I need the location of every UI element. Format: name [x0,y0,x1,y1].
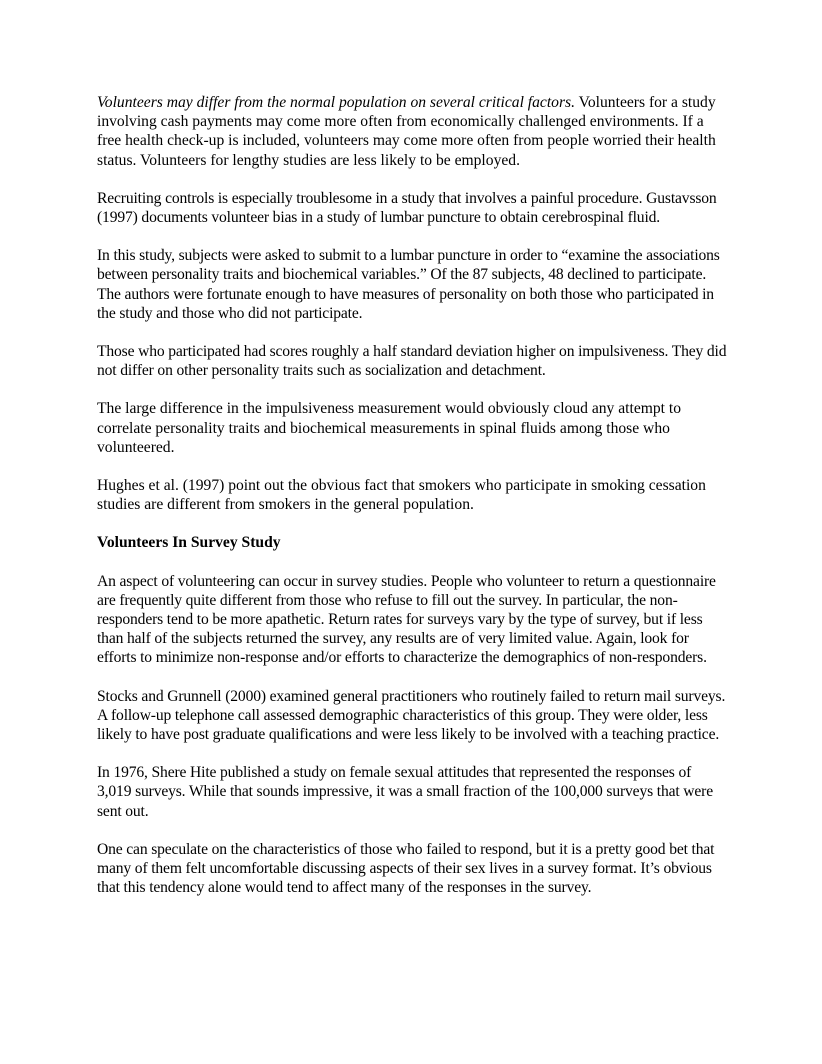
section-heading: Volunteers In Survey Study [97,534,281,552]
paragraph-volunteer-differences [97,93,729,170]
paragraph-lumbar-puncture-study: In this study, subjects were asked to submit to a lumbar puncture in order to “examine the associations between personality traits and biochemical variables.” Of the 87 subjects, 48 declined to participate. The authors were fortunate enough to have measures of personality on both those who participated in the study and those who did not participate. [97,247,720,322]
paragraph-smoking-cessation: Hughes et al. (1997) point out the obvious fact that smokers who participate in smoking cessation studies are different from smokers in the general population. [97,477,706,514]
paragraph-impulsiveness-cloud: The large difference in the impulsiveness measurement would obviously cloud any attempt to correlate personality traits and biochemical measurements in spinal fluids among those who volunteered. [97,400,682,456]
paragraph-stocks-grunnell: Stocks and Grunnell (2000) examined general practitioners who routinely failed to return mail surveys. A follow-up telephone call assessed demographic characteristics of this group. They were older, less likely to have post graduate qualifications and were less likely to be involved with a teaching practice. [97,687,726,744]
document-page [97,93,729,917]
paragraph-survey-volunteering: An aspect of volunteering can occur in survey studies. People who volunteer to return a questionnaire are frequently quite different from those who refuse to fill out the survey. In particular, the non-responders tend to be more apathetic. Return rates for surveys vary by the type of survey, but if less than half of the subjects returned the survey, any results are of very limited value. Again, look for efforts to minimize non-response and/or efforts to characterize the demographics of non-responders. [97,572,716,667]
paragraph-shere-hite: In 1976, Shere Hite published a study on female sexual attitudes that represented the responses of 3,019 surveys. While that sounds impressive, it was a small fraction of the 100,000 surveys that were sent out. [97,764,713,820]
paragraph-impulsiveness-scores: Those who participated had scores roughly a half standard deviation higher on impulsiveness. They did not differ on other personality traits such as socialization and detachment. [97,343,727,380]
paragraph-speculation: One can speculate on the characteristics of those who failed to respond, but it is a pretty good bet that many of them felt uncomfortable discussing aspects of their sex lives in a survey format. It’s obvious that this tendency alone would tend to affect many of the responses in the survey. [97,840,715,897]
paragraph-body: Volunteers for a study involving cash payments may come more often from economically challenged environments. If a free health check-up is included, volunteers may come more often from people worried their health status. Volunteers for lengthy studies are less likely to be employed. [97,94,716,169]
paragraph-recruiting-controls: Recruiting controls is especially troublesome in a study that involves a painful procedure. Gustavsson (1997) documents volunteer bias in a study of lumbar puncture to obtain cerebrospinal fluid. [97,189,717,227]
paragraph-lead-italic: Volunteers may differ from the normal population on several critical factors. [97,94,576,111]
